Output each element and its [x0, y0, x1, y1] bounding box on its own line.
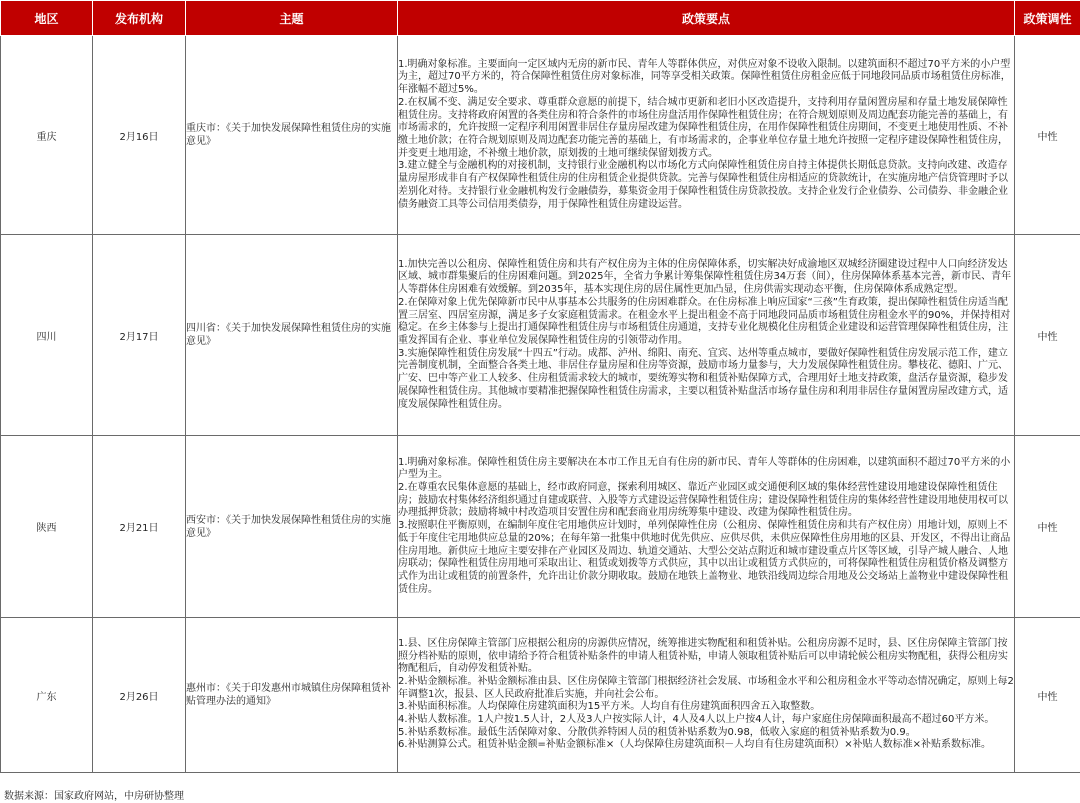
policy-point: 1.明确对象标准。保障性租赁住房主要解决在本市工作且无自有住房的新市民、青年人等群体的住房困难，以建筑面积不超过70平方米的小户型为主。 — [398, 456, 1011, 481]
cell-date: 2月16日 — [93, 36, 186, 235]
table-row — [1, 235, 1080, 436]
table-row — [1, 36, 1080, 235]
cell-tone: 中性 — [1015, 436, 1080, 618]
data-source-note: 数据来源：国家政府网站，中房研协整理 — [4, 791, 184, 802]
cell-topic: 西安市：《关于加快发展保障性租赁住房的实施意见》 — [186, 436, 398, 618]
cell-region: 陕西 — [1, 436, 93, 618]
cell-tone: 中性 — [1015, 618, 1080, 773]
policy-point: 1.加快完善以公租房、保障性租赁住房和共有产权住房为主体的住房保障体系，切实解决好成渝地区双城经济圈建设过程中人口向经济发达区域、城市群集聚后的住房困难问题。到2025年，全省力争累计筹集保障性租赁住房34万套（间），住房保障体系基本完善，新市民、青年人等群体住房困难有效缓解。到2035年，基本实现住房的居住属性更加凸显，住房供需实现动态平衡，住房保障体系成熟定型。 — [398, 258, 1012, 296]
policy-point: 2.在权属不变、满足安全要求、尊重群众意愿的前提下，结合城市更新和老旧小区改造提升，支持利用存量闲置房屋和存量土地发展保障性租赁住房。支持将政府闲置的各类住房和符合条件的市场住房盘活用作保障性租赁住房；在符合规划原则及周边配套功能完善的基础上，有市场需求的，允许按照一定程序利用闲置非居住存量房屋改建为保障性租赁住房，在用作保障性租赁住房期间，不变更土地使用性质、不补缴土地价款；在符合规划原则及周边配套功能完善的基础上，有市场需求的，企事业单位存量土地允许按照一定程序建设保障性租赁住房，并变更土地用途，不补缴土地价款，原划拨的土地可继续保留划拨方式。 — [398, 96, 1008, 159]
header-agency: 发布机构 — [93, 1, 186, 36]
policy-point: 2.在保障对象上优先保障新市民中从事基本公共服务的住房困难群众。在住房标准上响应国家“三孩”生育政策，提出保障性租赁住房适当配置三居室、四居室房源，满足多子女家庭租赁需求。在租金水平上提出租金不高于同地段同品质市场租赁住房租金水平的90%，并保持相对稳定。在乡主体参与上提出打通保障性租赁住房与市场租赁住房通道，支持专业化规模化住房租赁企业建设和运营管理保障性租赁住房，注重发挥国有企业、事业单位发展保障性租赁住房的引领带动作用。 — [398, 296, 1011, 346]
policy-point: 1.明确对象标准。主要面向一定区域内无房的新市民、青年人等群体供应，对供应对象不设收入限制。以建筑面积不超过70平方米的小户型为主，超过70平方米的，符合保障性租赁住房对象标准，同等享受相关政策。保障性租赁住房租金应低于同地段同品质市场租赁住房标准，年涨幅不超过5%。 — [398, 58, 1011, 96]
cell-tone: 中性 — [1015, 235, 1080, 436]
cell-date: 2月21日 — [93, 436, 186, 618]
policy-point: 6.补贴测算公式。租赁补贴金额=补贴金额标准×（人均保障住房建筑面积－人均自有住房建筑面积）×补贴人数标准×补贴系数标准。 — [398, 739, 992, 751]
header-points: 政策要点 — [398, 1, 1015, 36]
table-row — [1, 436, 1080, 618]
cell-region: 四川 — [1, 235, 93, 436]
cell-points — [398, 436, 1015, 618]
policy-point: 2.在尊重农民集体意愿的基础上，经市政府同意，探索利用城区、靠近产业园区或交通便利区域的集体经营性建设用地建设保障性租赁住房；鼓励农村集体经济组织通过自建或联营、入股等方式建设运营保障性租赁住房；建设保障性租赁住房的集体经营性建设用地使用权可以办理抵押贷款；鼓励将城中村改造项目安置住房和配套商业用房统筹集中建设、改建为保障性租赁住房。 — [398, 482, 1008, 519]
policy-point: 5.补贴系数标准。最低生活保障对象、分散供养特困人员的租赁补贴系数为0.98，低收入家庭的租赁补贴系数为0.9。 — [398, 726, 916, 738]
policy-point: 3.建立健全与金融机构的对接机制，支持银行业金融机构以市场化方式向保障性租赁住房自持主体提供长期低息贷款。支持向改建、改造存量房屋形成非自有产权保障性租赁住房的住房租赁企业提供贷款。完善与保障性租赁住房相适应的贷款统计，在实施房地产信贷管理时予以差别化对待。支持银行业金融机构发行金融债券，募集资金用于保障性租赁住房贷款投放。支持企业发行企业债券、公司债券、非金融企业债务融资工具等公司信用类债券，用于保障性租赁住房建设运营。 — [398, 160, 1008, 210]
policy-point: 4.补贴人数标准。1人户按1.5人计，2人及3人户按实际人计，4人及4人以上户按4人计，每户家庭住房保障面积最高不超过60平方米。 — [398, 714, 995, 726]
cell-topic: 惠州市：《关于印发惠州市城镇住房保障租赁补贴管理办法的通知》 — [186, 618, 398, 773]
cell-points — [398, 36, 1015, 235]
policy-point: 3.按照职住平衡原则，在编制年度住宅用地供应计划时，单列保障性住房（公租房、保障性租赁住房和共有产权住房）用地计划，原则上不低于年度住宅用地供应总量的20%；在每年第一批集中供地时优先供应、应供尽供，未供应保障性住房用地的区县、开发区，不得出让商品住房用地。新供应土地应主要安排在产业园区及周边、轨道交通站、大型公交站点附近和城市建设重点片区等区域，引导产城人融合、人地房联动；保障性租赁住房用地可采取出让、租赁或划拨等方式供应，其中以出让或租赁方式供应的，可将保障性租赁住房租赁价格及调整方式作为出让或租赁的前置条件，允许出让价款分期收取。鼓励在地铁上盖物业、地铁沿线周边综合用地及公交场站上盖物业中建设保障性租赁住房。 — [398, 520, 1011, 595]
header-topic: 主题 — [186, 1, 398, 36]
cell-points — [398, 618, 1015, 773]
cell-points — [398, 235, 1015, 436]
cell-tone: 中性 — [1015, 36, 1080, 235]
cell-region: 重庆 — [1, 36, 93, 235]
cell-region: 广东 — [1, 618, 93, 773]
header-row — [1, 1, 1080, 36]
policy-point: 3.补贴面积标准。人均保障住房建筑面积为15平方米。人均自有住房建筑面积四舍五入取整数。 — [398, 701, 821, 713]
cell-topic: 重庆市：《关于加快发展保障性租赁住房的实施意见》 — [186, 36, 398, 235]
table-row — [1, 618, 1080, 773]
header-region: 地区 — [1, 1, 93, 36]
policy-point: 3.实施保障性租赁住房发展“十四五”行动。成都、泸州、绵阳、南充、宜宾、达州等重点城市，要做好保障性租赁住房发展示范工作，建立完善制度机制，全面整合各类土地、非居住存量房屋和住房等资源，鼓励市场力量参与，大力发展保障性租赁住房。攀枝花、德阳、广元、广安、巴中等产业工人较多、住房租赁需求较大的城市，要统筹实物和租赁补贴保障方式，合理用好土地支持政策，盘活存量资源，稳步发展保障性租赁住房。其他城市要精准把握保障性租赁住房需求，主要以租赁补贴盘活市场存量住房和利用非居住存量闲置房屋改建方式，适度发展保障性租赁住房。 — [398, 347, 1008, 410]
header-tone: 政策调性 — [1015, 1, 1080, 36]
policy-point: 2.补贴金额标准。补贴金额标准由县、区住房保障主管部门根据经济社会发展、市场租金水平和公租房租金水平等动态情况确定，原则上每2年调整1次，报县、区人民政府批准后实施，并向社会公布。 — [398, 675, 1014, 700]
cell-date: 2月26日 — [93, 618, 186, 773]
policy-point: 1.县、区住房保障主管部门应根据公租房的房源供应情况，统筹推进实物配租和租赁补贴。公租房房源不足时，县、区住房保障主管部门按照分档补贴的原则，依申请给予符合租赁补贴条件的申请人租赁补贴，申请人领取租赁补贴后可以申请轮候公租房实物配租，获得公租房实物配租后，自动停发租赁补贴。 — [398, 637, 1008, 675]
cell-date: 2月17日 — [93, 235, 186, 436]
cell-topic: 四川省：《关于加快发展保障性租赁住房的实施意见》 — [186, 235, 398, 436]
